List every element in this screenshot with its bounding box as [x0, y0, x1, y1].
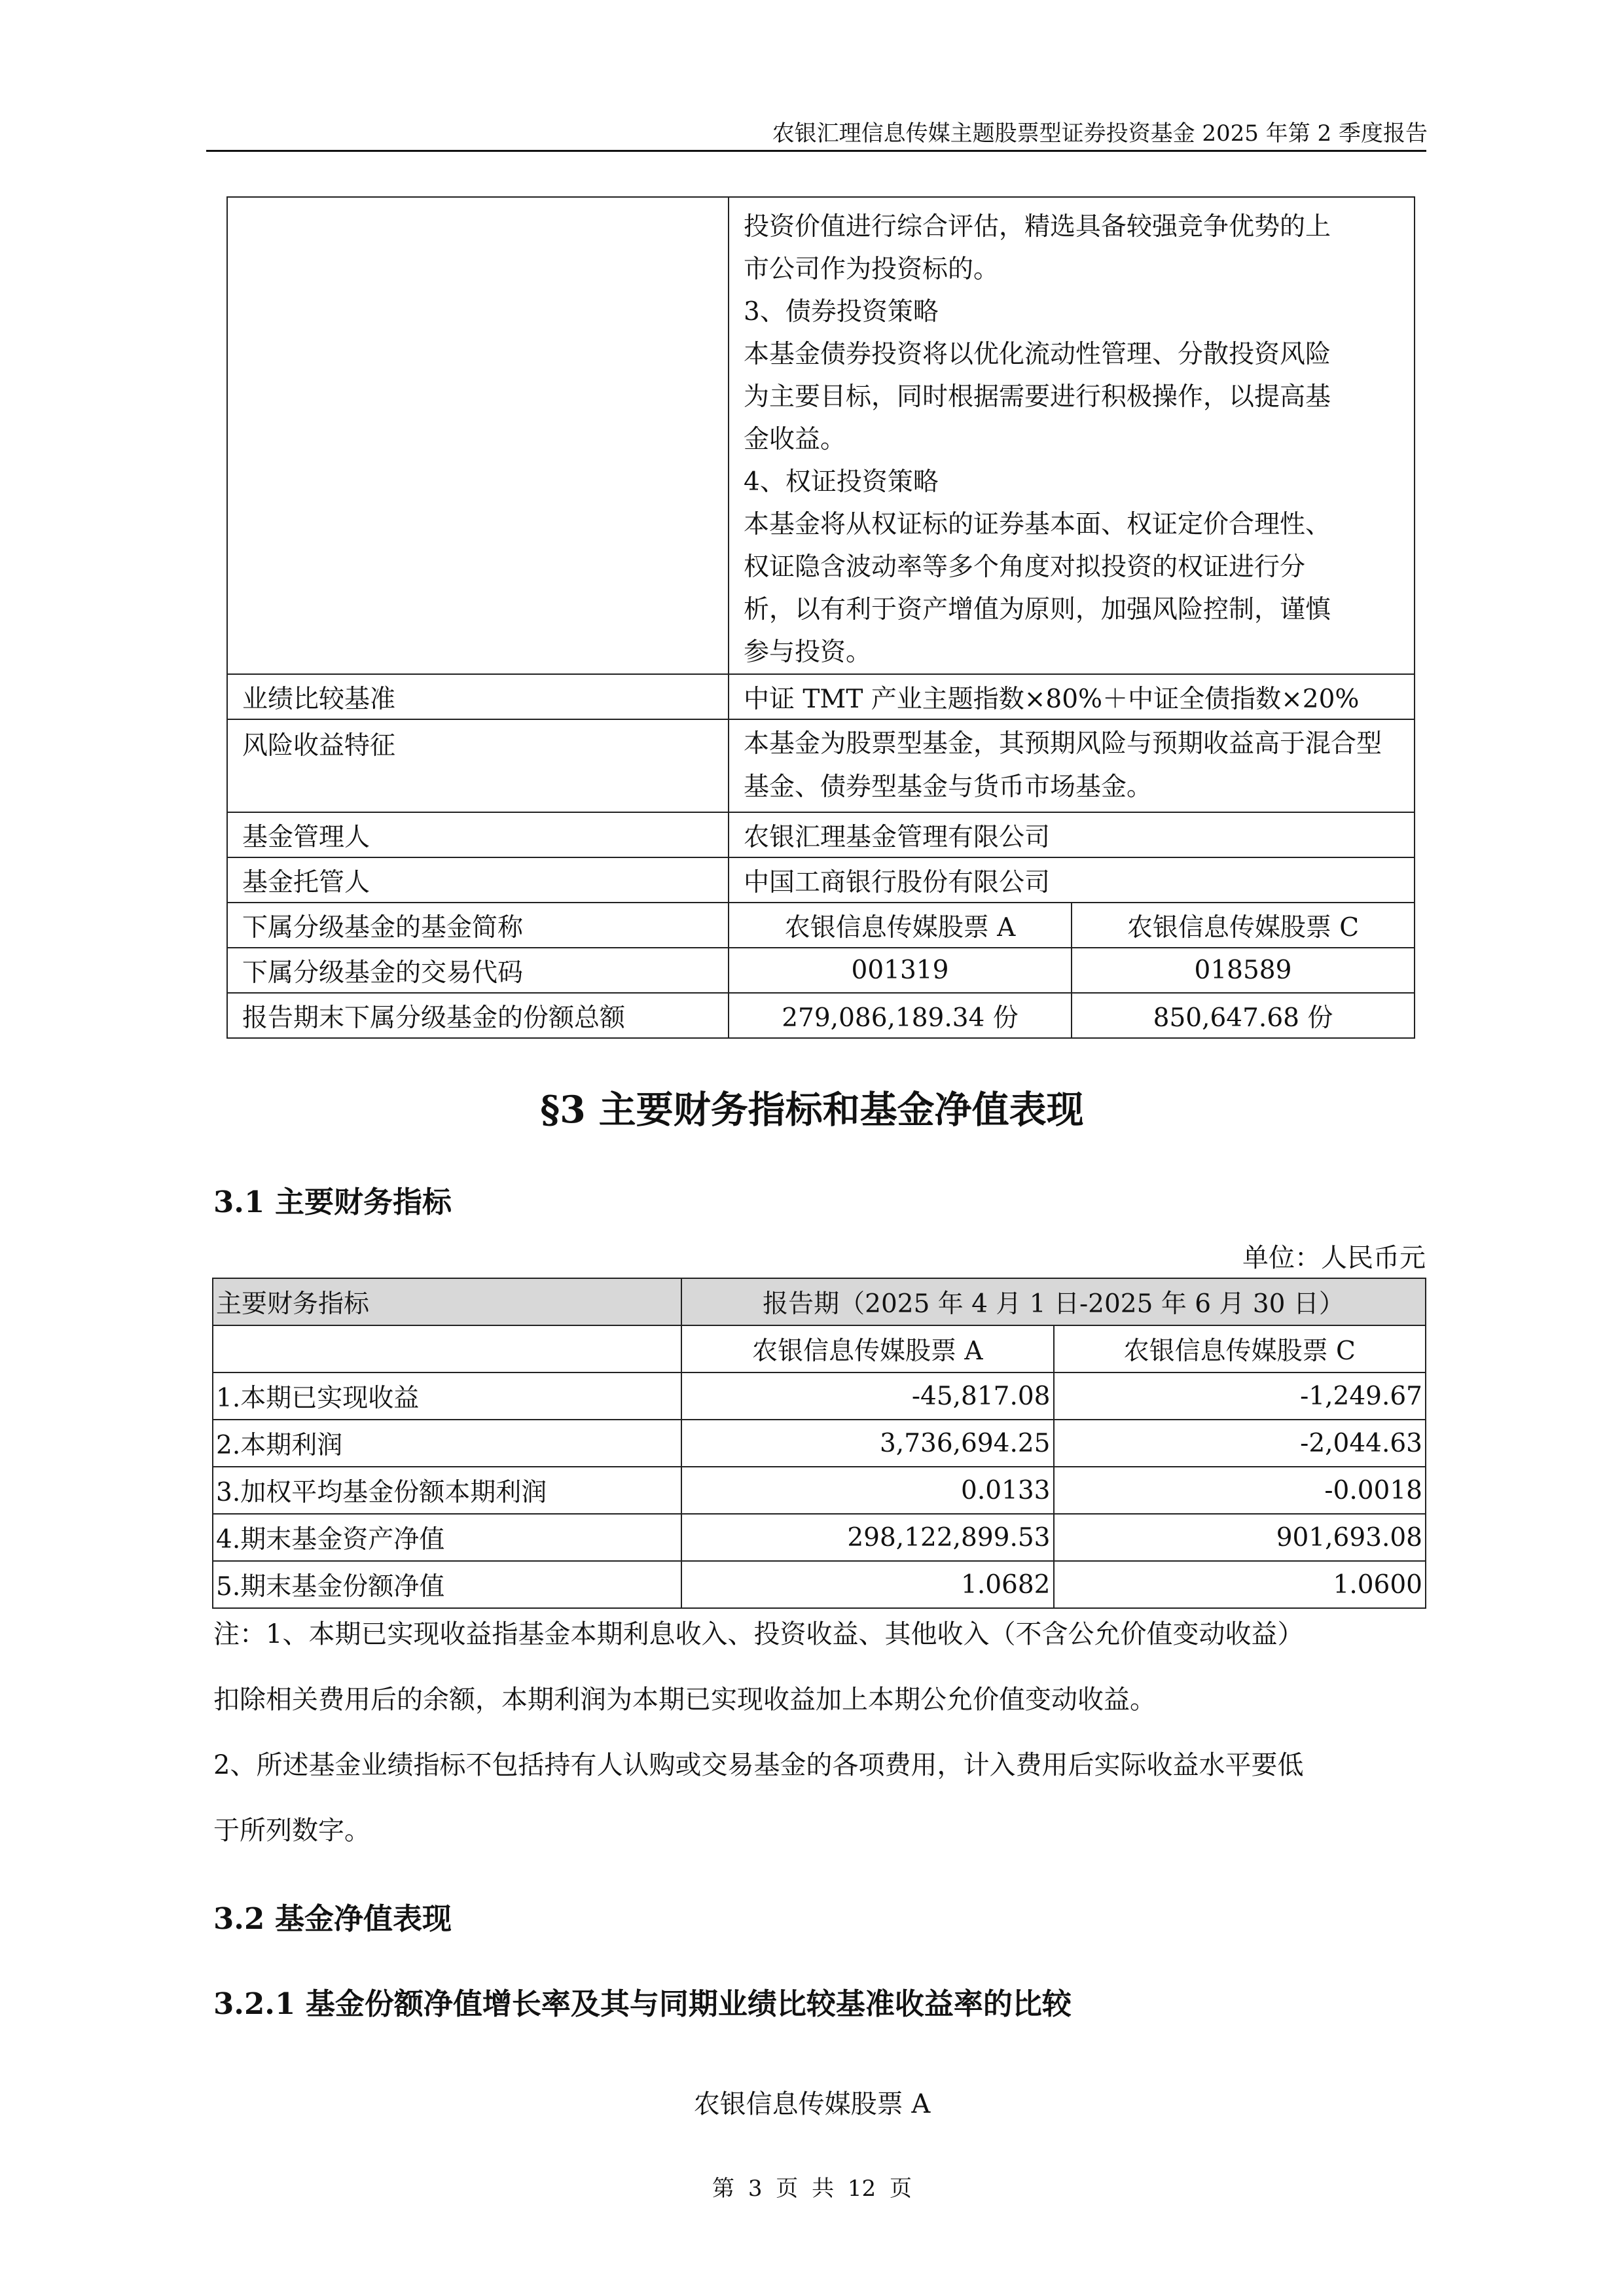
table-row [227, 857, 1415, 903]
class-shares-label: 报告期末下属分级基金的份额总额 [227, 993, 729, 1038]
strategy-line: 4、权证投资策略 [744, 467, 939, 497]
value-a: 1.0682 [681, 1561, 1054, 1608]
class-a-shares: 279,086,189.34 份 [729, 993, 1072, 1038]
subsection-title-3-2: 3.2 基金净值表现 [213, 1901, 452, 1936]
benchmark-value: 中证 TMT 产业主题指数×80%＋中证全债指数×20% [729, 674, 1415, 719]
strategy-line: 本基金债券投资将以优化流动性管理、分散投资风险 [744, 340, 1331, 369]
table-row [227, 197, 1415, 674]
class-c-shares: 850,647.68 份 [1072, 993, 1415, 1038]
strategy-line: 为主要目标，同时根据需要进行积极操作，以提高基 [744, 382, 1331, 412]
value-a: 3,736,694.25 [681, 1420, 1054, 1467]
unit-label: 单位：人民币元 [1242, 1243, 1426, 1273]
value-a: 0.0133 [681, 1467, 1054, 1514]
page-number: 第 3 页 共 12 页 [712, 2176, 912, 2202]
table-header-row [213, 1325, 1426, 1372]
value-a: 298,122,899.53 [681, 1514, 1054, 1561]
strategy-line: 3、债券投资策略 [744, 297, 939, 327]
table-row [213, 1420, 1426, 1467]
note-line: 2、所述基金业绩指标不包括持有人认购或交易基金的各项费用，计入费用后实际收益水平要低 [213, 1750, 1304, 1780]
risk-label: 风险收益特征 [227, 719, 729, 812]
value-c: -2,044.63 [1054, 1420, 1426, 1467]
indicator-label: 1.本期已实现收益 [213, 1372, 681, 1420]
subsection-title-3-2-1: 3.2.1 基金份额净值增长率及其与同期业绩比较基准收益率的比较 [213, 1986, 1072, 2021]
manager-label: 基金管理人 [227, 812, 729, 857]
table-row [213, 1514, 1426, 1561]
indicator-label: 3.加权平均基金份额本期利润 [213, 1467, 681, 1514]
table-row [227, 993, 1415, 1038]
value-c: -1,249.67 [1054, 1372, 1426, 1420]
class-a-name: 农银信息传媒股票 A [729, 903, 1072, 948]
table-row [213, 1467, 1426, 1514]
note-line: 于所列数字。 [213, 1816, 370, 1846]
indicator-label: 2.本期利润 [213, 1420, 681, 1467]
table-row [213, 1561, 1426, 1608]
table-row [227, 719, 1415, 812]
strategy-line: 权证隐含波动率等多个角度对拟投资的权证进行分 [744, 552, 1306, 582]
col-c-header: 农银信息传媒股票 C [1054, 1325, 1426, 1372]
col-a-header: 农银信息传媒股票 A [681, 1325, 1054, 1372]
class-name-label: 下属分级基金的基金简称 [227, 903, 729, 948]
table-header-row [213, 1278, 1426, 1325]
header-divider [206, 150, 1426, 152]
note-line: 扣除相关费用后的余额，本期利润为本期已实现收益加上本期公允价值变动收益。 [213, 1685, 1156, 1715]
custodian-label: 基金托管人 [227, 857, 729, 903]
table-row [227, 812, 1415, 857]
benchmark-label: 业绩比较基准 [227, 674, 729, 719]
subsection-title-3-1: 3.1 主要财务指标 [213, 1185, 452, 1219]
strategy-line: 参与投资。 [744, 637, 872, 667]
class-code-label: 下属分级基金的交易代码 [227, 948, 729, 993]
class-a-code: 001319 [729, 948, 1072, 993]
value-c: 1.0600 [1054, 1561, 1426, 1608]
custodian-value: 中国工商银行股份有限公司 [729, 857, 1415, 903]
class-c-name: 农银信息传媒股票 C [1072, 903, 1415, 948]
table-row [227, 903, 1415, 948]
strategy-line: 金收益。 [744, 425, 846, 454]
fund-profile-table [226, 196, 1415, 1039]
investment-strategy-cell [729, 197, 1415, 674]
value-c: -0.0018 [1054, 1467, 1426, 1514]
financial-indicators-table [212, 1278, 1426, 1609]
header-label: 主要财务指标 [213, 1278, 681, 1325]
strategy-label-cell [227, 197, 729, 674]
indicator-label: 4.期末基金资产净值 [213, 1514, 681, 1561]
report-period: 报告期（2025 年 4 月 1 日-2025 年 6 月 30 日） [681, 1278, 1426, 1325]
table-row [227, 948, 1415, 993]
note-line: 注：1、本期已实现收益指基金本期利息收入、投资收益、其他收入（不含公允价值变动收益） [213, 1619, 1304, 1649]
strategy-line: 市公司作为投资标的。 [744, 255, 1000, 284]
value-c: 901,693.08 [1054, 1514, 1426, 1561]
fund-class-caption: 农银信息传媒股票 A [693, 2089, 931, 2119]
manager-value: 农银汇理基金管理有限公司 [729, 812, 1415, 857]
section-title: §3 主要财务指标和基金净值表现 [540, 1088, 1084, 1132]
report-header-title: 农银汇理信息传媒主题股票型证券投资基金 2025 年第 2 季度报告 [772, 120, 1428, 147]
class-c-code: 018589 [1072, 948, 1415, 993]
empty-header-cell [213, 1325, 681, 1372]
value-a: -45,817.08 [681, 1372, 1054, 1420]
risk-value: 本基金为股票型基金，其预期风险与预期收益高于混合型基金、债券型基金与货币市场基金。 [729, 719, 1415, 812]
table-row [213, 1372, 1426, 1420]
strategy-line: 析，以有利于资产增值为原则，加强风险控制，谨慎 [744, 595, 1331, 624]
indicator-label: 5.期末基金份额净值 [213, 1561, 681, 1608]
table-row [227, 674, 1415, 719]
strategy-line: 投资价值进行综合评估，精选具备较强竞争优势的上 [744, 212, 1331, 242]
strategy-line: 本基金将从权证标的证券基本面、权证定价合理性、 [744, 510, 1331, 539]
